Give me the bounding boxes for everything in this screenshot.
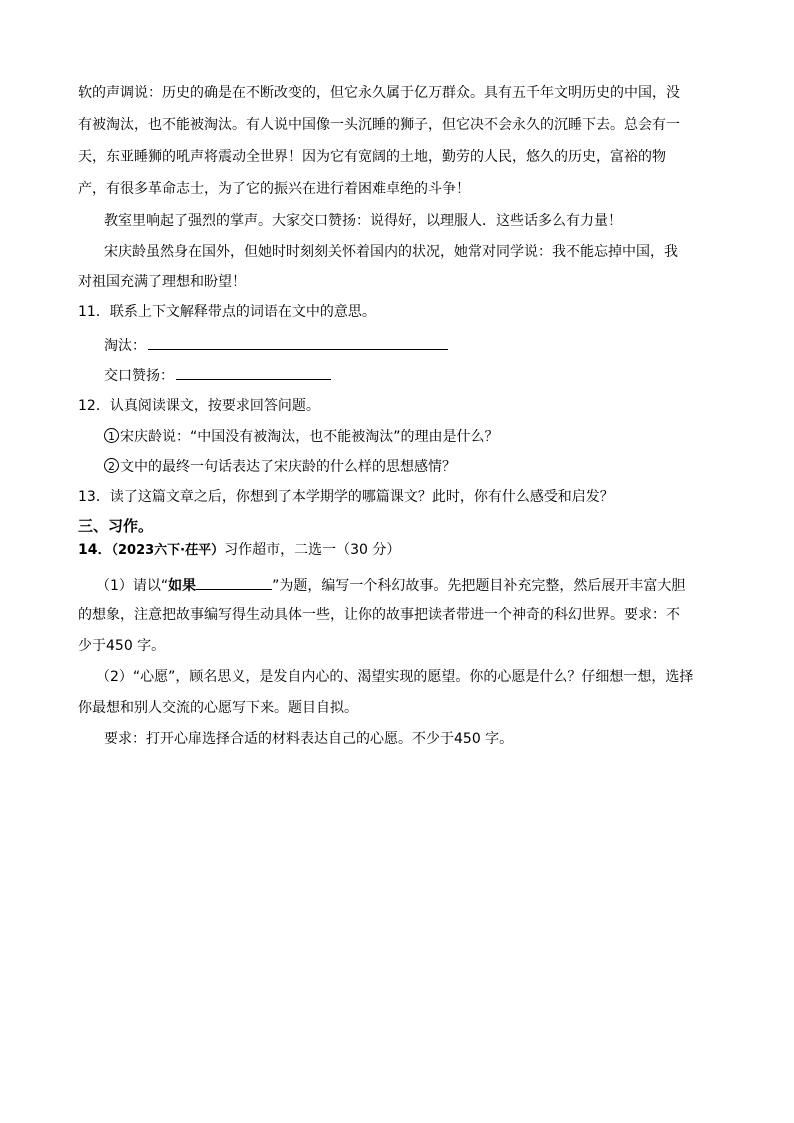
option-2-line: （2）“心愿”，顾名思义，是发自内心的、渴望实现的愿望。你的心愿是什么？仔细想一想，选择 xyxy=(96,669,694,685)
option-2-requirement: 要求：打开心扉选择合适的材料表达自己的心愿。不少于450 字。 xyxy=(104,731,514,747)
option-1-line xyxy=(96,574,746,594)
circled-number: 2 xyxy=(104,458,119,473)
option-text: ”为题，编写一个科幻故事。先把题目补充完整，然后展开丰富大胆 xyxy=(272,578,686,594)
question-11: 11．联系上下文解释带点的词语在文中的意思。 xyxy=(78,304,376,320)
question-source: （2023六下·茌平） xyxy=(111,543,225,558)
passage-line: 产，有很多革命志士，为了它的振兴在进行着困难卓绝的斗争！ xyxy=(78,181,470,197)
answer-label: 淘汰： xyxy=(104,338,146,354)
title-blank[interactable] xyxy=(196,574,272,590)
passage-line: 软的声调说：历史的确是在不断改变的，但它永久属于亿万群众。具有五千年文明历史的中国，没 xyxy=(78,85,680,101)
answer-line-jiaokou xyxy=(104,364,754,384)
option-text: （1）请以“ xyxy=(96,578,169,594)
passage-line: 有被淘汰，也不能被淘汰。有人说中国像一头沉睡的狮子，但它决不会永久的沉睡下去。总会有一 xyxy=(78,117,680,133)
answer-blank[interactable] xyxy=(176,364,331,380)
title-prefix: 如果 xyxy=(168,578,197,594)
sub-question-text: 宋庆龄说：“中国没有被淘汰，也不能被淘汰”的理由是什么？ xyxy=(120,429,499,445)
circled-number: 1 xyxy=(104,428,119,443)
question-number: 14． xyxy=(78,542,112,558)
option-2-line: 你最想和别人交流的心愿写下来。题目自拟。 xyxy=(78,700,358,716)
answer-line-taotai xyxy=(104,334,754,354)
section-heading: 三、习作。 xyxy=(78,517,154,535)
question-12-2 xyxy=(104,457,754,477)
passage-line: 对祖国充满了理想和盼望！ xyxy=(78,274,246,290)
passage-line: 宋庆龄虽然身在国外，但她时时刻刻关怀着国内的状况，她常对同学说：我不能忘掉中国，我 xyxy=(104,244,678,260)
question-12: 12．认真阅读课文，按要求回答问题。 xyxy=(78,398,320,414)
question-12-1 xyxy=(104,427,754,447)
option-1-line: 的想象，注意把故事编写得生动具体一些，让你的故事把读者带进一个神奇的科幻世界。要求：不 xyxy=(78,607,680,623)
question-13: 13．读了这篇文章之后，你想到了本学期学的哪篇课文？此时，你有什么感受和启发？ xyxy=(78,489,614,505)
passage-paragraph: 教室里响起了强烈的掌声。大家交口赞扬：说得好，以理服人．这些话多么有力量！ xyxy=(104,213,622,229)
passage-line: 天，东亚睡狮的吼声将震动全世界！因为它有宽阔的土地，勤劳的人民，悠久的历史，富裕的物 xyxy=(78,149,666,165)
question-14 xyxy=(78,540,728,560)
question-text: 习作超市，二选一（30 分） xyxy=(224,542,401,558)
sub-question-text: 文中的最终一句话表达了宋庆龄的什么样的思想感情？ xyxy=(120,459,456,475)
answer-label: 交口赞扬： xyxy=(104,368,174,384)
option-1-line: 少于450 字。 xyxy=(78,638,166,654)
answer-blank[interactable] xyxy=(148,334,448,350)
